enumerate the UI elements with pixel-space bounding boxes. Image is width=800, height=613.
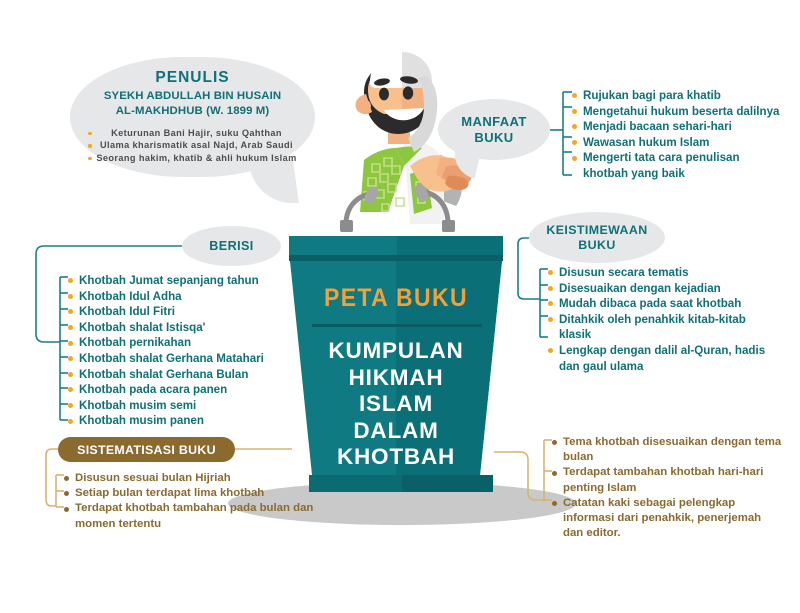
list-item-label: Lengkap dengan dalil al-Quran, hadis dan gaul ulama [559,343,766,373]
penulis-subtitle [104,89,281,118]
bullet-dot-icon [572,140,577,145]
keistimewaan-label-line1: KEISTIMEWAAN [546,222,648,237]
list-item [64,471,314,486]
berisi-bubble [182,226,281,266]
keistimewaan-bubble [529,212,665,263]
list-item-label: Terdapat khotbah tambahan pada bulan dan momen tertentu [75,502,314,530]
penulis-subtitle-line2: AL-MAKHDHUB (W. 1899 M) [115,104,270,117]
keistimewaan-label-line2: BUKU [578,237,616,252]
list-item-label: Mengerti tata cara penulisan khotbah yang baik [583,151,740,180]
bullet-dot-icon [572,93,577,98]
list-item [68,398,303,414]
list-item [64,486,314,501]
list-item [572,135,784,151]
list-item-label: Khotbah musim semi [79,398,197,412]
list-item [572,88,784,104]
list-item-label: Khotbah musim panen [79,414,204,428]
bullet-dot-icon [68,372,73,377]
bullet-dot-icon [548,348,553,353]
podium-title-line: KUMPULAN [328,338,464,363]
list-item-label: Khotbah pernikahan [79,336,192,350]
list-item [552,496,784,542]
bullet-dot-icon [68,309,73,314]
list-item [68,367,303,383]
list-item [548,343,780,374]
manfaat-list [572,88,784,182]
podium-title-line: KHOTBAH [336,444,456,469]
list-item-label: Mudah dibaca pada saat khotbah [559,297,742,311]
berisi-list [68,273,303,429]
list-item-label: Menjadi bacaan sehari-hari [583,120,732,134]
bullet-dot-icon [68,419,73,424]
list-item [68,289,303,305]
list-item-label: Mengetahui hukum beserta dalilnya [583,104,780,118]
bullet-dot-icon [68,325,73,330]
bullet-dot-icon [572,124,577,129]
podium-kicker-text: PETA BUKU [323,284,469,312]
list-item: Ulama kharismatik asal Najd, Arab Saudi [88,139,296,151]
bullet-dot-icon [552,501,557,506]
list-item [68,335,303,351]
list-item-label: Khotbah shalat Gerhana Bulan [79,367,249,381]
list-item-label: Khotbah shalat Istisqa' [79,320,206,334]
penulis-title: PENULIS [155,69,230,86]
list-item-label: Wawasan hukum Islam [583,135,710,149]
berisi-label: BERISI [209,239,254,253]
list-item-label: Ditahkik oleh penahkik kitab-kitab klasik [559,312,746,342]
bullet-dot-icon [572,109,577,114]
bullet-dot-icon [64,507,69,512]
bullet-dot-icon [68,341,73,346]
list-item [572,150,784,181]
list-item [548,281,780,297]
list-item-label: Disesuaikan dengan kejadian [559,281,721,295]
bullet-dot-icon [548,286,553,291]
list-item-label: Setiap bulan terdapat lima khotbah [75,487,265,500]
list-item-label: Khotbah Jumat sepanjang tahun [79,274,259,287]
list-item-label: Disusun secara tematis [559,266,689,279]
list-item [552,435,784,465]
list-item: Seorang hakim, khatib & ahli hukum Islam [88,152,296,164]
bullet-dot-icon [68,387,73,392]
manfaat-bubble [438,99,550,160]
list-item [572,119,784,135]
list-item-label: Khotbah Idul Adha [79,289,182,303]
list-item [552,465,784,495]
bullet-dot-icon [68,278,73,283]
list-item [548,296,780,312]
list-item-label: Catatan kaki sebagai pelengkap informasi dari penahkik, penerjemah dan editor. [563,496,762,540]
bullet-dot-icon [548,270,553,275]
list-item [68,382,303,398]
bottom-right-list [552,435,784,541]
podium-title-line: ISLAM [359,391,433,416]
penulis-bubble [70,57,315,177]
bullet-dot-icon [572,156,577,161]
bullet-dot-icon [548,301,553,306]
sistematisasi-badge: SISTEMATISASI BUKU [58,437,235,462]
bullet-dot-icon [68,356,73,361]
list-item [68,320,303,336]
bullet-dot-icon [548,317,553,322]
podium-title-line: HIKMAH [348,364,444,390]
bullet-dot-icon [64,491,69,496]
list-item [68,273,303,289]
list-item-label: Terdapat tambahan khotbah hari-hari penting Islam [563,466,764,494]
list-item: Keturunan Bani Hajir, suku Qahthan [88,127,296,139]
list-item-label: Khotbah shalat Gerhana Matahari [79,351,264,365]
list-item-label: Khotbah Idul Fitri [79,305,175,319]
list-item [548,265,780,281]
bullet-dot-icon [68,403,73,408]
list-item [64,501,314,531]
bullet-dot-icon [552,471,557,476]
list-item [548,312,780,343]
podium-title-line: DALAM [353,417,439,443]
list-item [68,413,303,429]
keistimewaan-list [548,265,780,374]
penulis-bullet-list [88,127,296,164]
sistematisasi-list [64,471,314,532]
bullet-dot-icon [68,294,73,299]
list-item [68,304,303,320]
list-item-label: Rujukan bagi para khatib [583,89,721,102]
bullet-dot-icon [64,476,69,481]
list-item-label: Disusun sesuai bulan Hijriah [75,472,231,484]
list-item [68,351,303,367]
list-item-label: Tema khotbah disesuaikan dengan tema bulan [563,436,782,464]
manfaat-label-line2: BUKU [474,129,514,145]
bullet-dot-icon [552,440,557,445]
manfaat-label-line1: MANFAAT [461,113,527,129]
list-item-label: Khotbah pada acara panen [79,383,228,397]
list-item [572,104,784,120]
penulis-subtitle-line1: SYEKH ABDULLAH BIN HUSAIN [103,90,282,102]
